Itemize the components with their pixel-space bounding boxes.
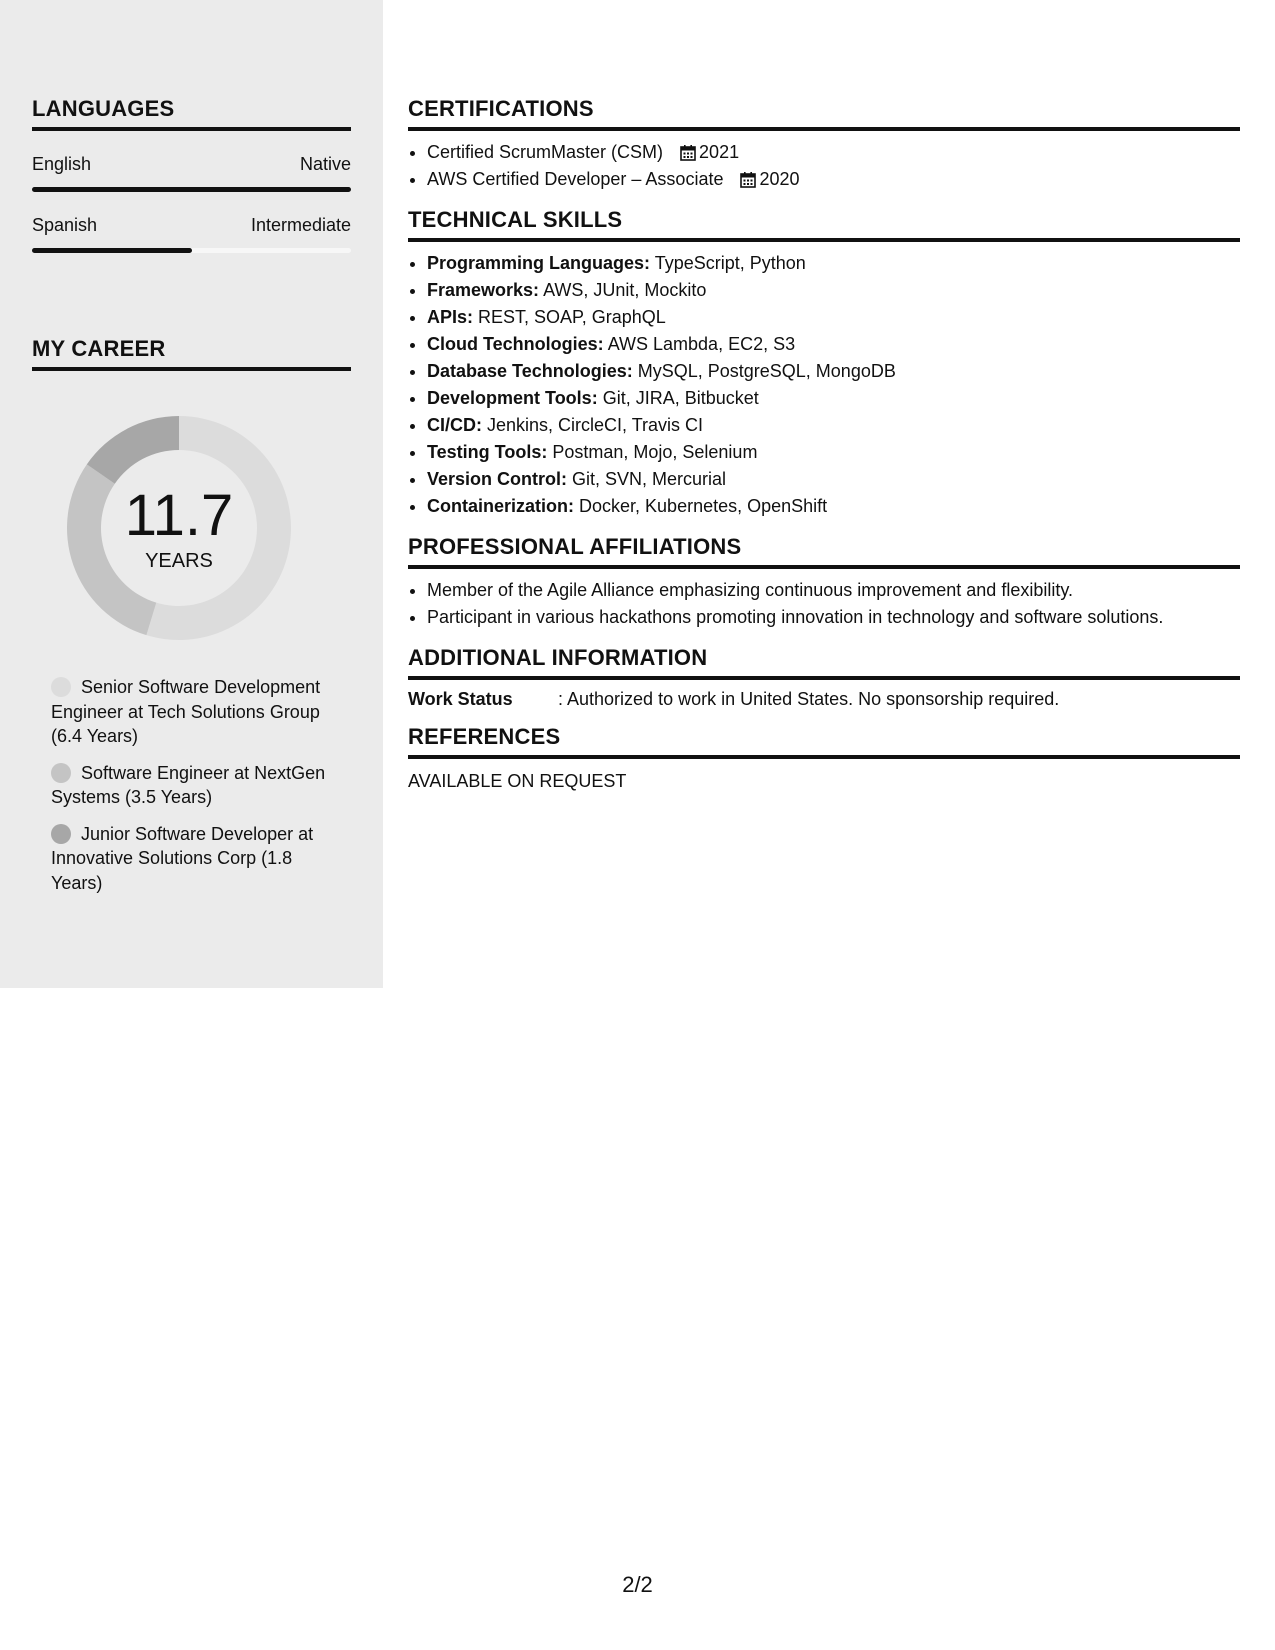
references-title: REFERENCES — [408, 724, 1240, 759]
language-level: Native — [299, 154, 351, 174]
affiliations-list — [408, 577, 1240, 631]
work-status-value: : Authorized to work in United States. No sponsorship required. — [558, 689, 1060, 709]
certification-item — [427, 139, 1240, 166]
skill-item — [427, 250, 1240, 277]
language-proficiency-fill — [32, 248, 192, 253]
language-spanish — [32, 215, 351, 253]
skill-value: Git, SVN, Mercurial — [572, 469, 727, 489]
certification-year: 2021 — [699, 142, 740, 162]
skill-value: Jenkins, CircleCI, Travis CI — [487, 415, 704, 435]
skill-label: Database Technologies: — [427, 361, 633, 381]
affiliations-title: PROFESSIONAL AFFILIATIONS — [408, 534, 1240, 569]
sidebar — [0, 0, 383, 988]
skill-label: Frameworks: — [427, 280, 540, 300]
technical-skills-title: TECHNICAL SKILLS — [408, 207, 1240, 242]
calendar-icon — [680, 144, 696, 161]
skill-label: Version Control: — [427, 469, 568, 489]
language-proficiency-bar — [32, 187, 351, 192]
references-section — [408, 724, 1240, 792]
skill-value: MySQL, PostgreSQL, MongoDB — [637, 361, 896, 381]
skill-item — [427, 304, 1240, 331]
skill-item — [427, 412, 1240, 439]
career-title: MY CAREER — [32, 336, 351, 371]
certifications-list — [408, 139, 1240, 193]
skill-value: AWS, JUnit, Mockito — [543, 280, 707, 300]
skill-item — [427, 331, 1240, 358]
skill-item — [427, 439, 1240, 466]
language-proficiency-fill — [32, 187, 351, 192]
skills-list — [408, 250, 1240, 520]
certification-item — [427, 166, 1240, 193]
career-legend-item — [51, 822, 341, 896]
language-english — [32, 154, 351, 192]
career-section — [32, 336, 351, 371]
skill-label: Programming Languages: — [427, 253, 651, 273]
certifications-section — [408, 96, 1240, 193]
affiliations-section — [408, 534, 1240, 631]
additional-info-section — [408, 645, 1240, 710]
affiliation-item: • Member of the Agile Alliance emphasizing continuous improvement and flexibility. — [427, 577, 1240, 604]
main-content — [408, 96, 1240, 806]
skill-label: Development Tools: — [427, 388, 598, 408]
certification-year: 2020 — [759, 169, 800, 189]
career-donut-chart — [64, 413, 294, 643]
career-legend — [51, 675, 341, 907]
legend-dot — [51, 824, 71, 844]
work-status-label: Work Status — [408, 689, 513, 709]
skill-label: Testing Tools: — [427, 442, 548, 462]
skill-value: AWS Lambda, EC2, S3 — [607, 334, 796, 354]
skill-value: Postman, Mojo, Selenium — [552, 442, 758, 462]
skill-label: Containerization: — [427, 496, 574, 516]
career-legend-item — [51, 761, 341, 810]
skill-label: APIs: — [427, 307, 474, 327]
language-name: Spanish — [32, 215, 98, 235]
technical-skills-section — [408, 207, 1240, 520]
additional-info-title: ADDITIONAL INFORMATION — [408, 645, 1240, 680]
references-value: AVAILABLE ON REQUEST — [408, 771, 627, 791]
skill-value: Docker, Kubernetes, OpenShift — [579, 496, 828, 516]
legend-dot — [51, 763, 71, 783]
affiliation-item: • Participant in various hackathons promoting innovation in technology and software solutions. — [427, 604, 1240, 631]
legend-dot — [51, 677, 71, 697]
skill-item — [427, 277, 1240, 304]
work-status-row — [408, 689, 1240, 710]
language-name: English — [32, 154, 92, 174]
skill-label: Cloud Technologies: — [427, 334, 604, 354]
languages-section — [32, 96, 351, 253]
career-legend-label: Junior Software Developer at Innovative Solutions Corp (1.8 Years) — [51, 823, 314, 893]
skill-item — [427, 466, 1240, 493]
certification-name: AWS Certified Developer – Associate — [427, 169, 724, 189]
skill-item — [427, 385, 1240, 412]
skill-label: CI/CD: — [427, 415, 482, 435]
career-legend-item — [51, 675, 341, 749]
calendar-icon — [740, 171, 756, 188]
career-legend-label: Software Engineer at NextGen Systems (3.5 Years) — [51, 762, 326, 807]
languages-title: LANGUAGES — [32, 96, 351, 131]
skill-item — [427, 493, 1240, 520]
career-donut-slice-2 — [87, 416, 179, 484]
career-total-years: 11.7 — [124, 483, 234, 548]
career-legend-label: Senior Software Development Engineer at Tech Solutions Group (6.4 Years) — [51, 677, 321, 746]
career-total-unit: YEARS — [145, 550, 213, 572]
page-number: 2/2 — [622, 1572, 653, 1597]
skill-value: Git, JIRA, Bitbucket — [602, 388, 759, 408]
certification-name: Certified ScrumMaster (CSM) — [427, 142, 664, 162]
skill-value: REST, SOAP, GraphQL — [478, 307, 666, 327]
certifications-title: CERTIFICATIONS — [408, 96, 1240, 131]
language-proficiency-bar — [32, 248, 351, 253]
language-level: Intermediate — [250, 215, 351, 235]
skill-value: TypeScript, Python — [654, 253, 806, 273]
skill-item — [427, 358, 1240, 385]
